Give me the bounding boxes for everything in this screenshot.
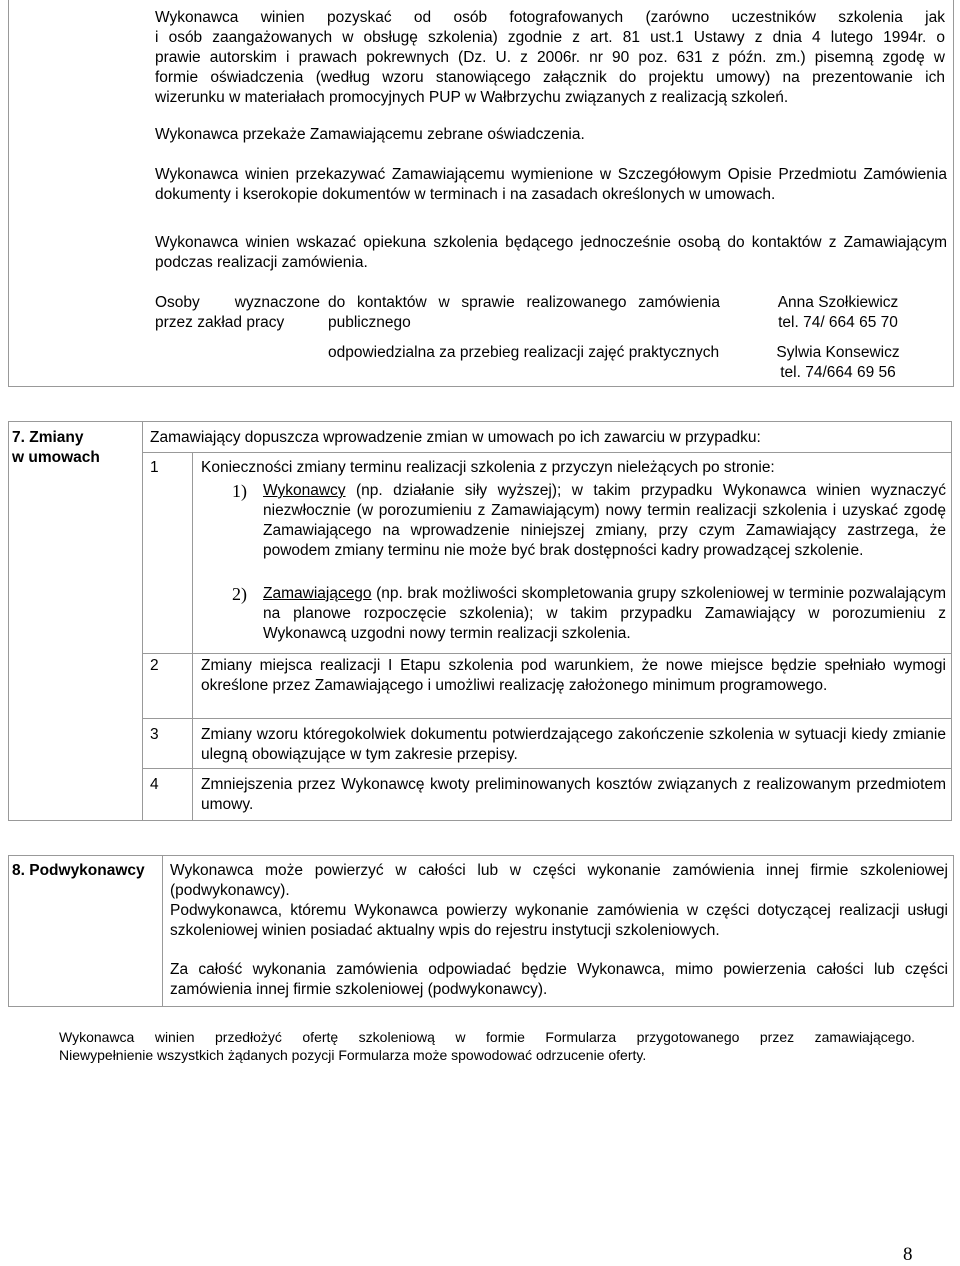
section-7-heading-word1: Zmiany	[29, 429, 84, 446]
item-1-number: 1	[150, 459, 159, 476]
section-7-rule-1	[142, 653, 952, 654]
top-para-1-line-5: wizerunku w materiałach promocyjnych PUP w Wałbrzychu związanych z realizacją szkoleń.	[155, 89, 789, 106]
footer-note	[59, 1028, 915, 1064]
contact-name-1: Anna Szołkiewicz	[777, 294, 899, 311]
item-3-number: 3	[150, 726, 159, 743]
section-7-heading-word2: w umowach	[12, 449, 100, 466]
footer-line-1: Wykonawca winien przedłożyć ofertę szkoleniową w formie Formularza przygotowanego przez zamawiającego.	[59, 1029, 915, 1045]
section-8-para-2: Podwykonawca, któremu Wykonawca powierzy wykonanie zamówienia w części dotyczącej realizacji usługi szkoleniowej winien posiadać aktualny wpis do rejestru instytucji szkoleniowych.	[170, 902, 948, 939]
item-1-text: Konieczności zmiany terminu realizacji szkolenia z przyczyn nieleżących po stronie:	[201, 459, 775, 476]
sub-item-1-body: (np. działanie siły wyższej); w takim przypadku Wykonawca winien wyznaczyć niezwłocznie (w porozumieniu z Zamawiającym) nowy termin realizacji szkolenia i uzyskać zgodę Zamawiającego na wprowadzenie niniejszej zmiany, przy czym Zamawiający zastrzega, że powodem zmiany terminu nie może być brak dostępności kadry prowadzącej szkolenie.	[263, 482, 946, 559]
sub-item-2-party: Zamawiającego	[263, 585, 372, 602]
contact-phone-2: tel. 74/664 69 56	[780, 364, 896, 381]
top-para-1-line-4: formie oświadczenia (według wzoru stanowiącego załącznik do projektu umowy) na prezentowanie ich	[155, 69, 945, 86]
item-4-text: Zmniejszenia przez Wykonawcę kwoty preliminowanych kosztów związanych z realizowanym przedmiotem umowy.	[201, 776, 946, 813]
contact-name-2: Sylwia Konsewicz	[776, 344, 900, 361]
section-8-divider	[162, 855, 163, 1007]
top-para-1-line-2: i osób zaangażowanych w obsługę szkolenia) zgodnie z art. 81 ust.1 Ustawy z dnia 4 lutego 1994r. o	[155, 29, 945, 46]
contact-phone-1: tel. 74/ 664 65 70	[778, 314, 898, 331]
contact-person-1	[738, 293, 938, 333]
contacts-label: Osoby wyznaczone przez zakład pracy	[155, 294, 320, 331]
sub-item-1-party: Wykonawcy	[263, 482, 346, 499]
top-para-1-line-3: prawie autorskim i prawach pokrewnych (Dz. U. z 2006r. nr 90 poz. 631 z późn. zm.) pisemną zgodę w	[155, 49, 945, 66]
sub-item-1-text	[263, 481, 946, 561]
top-para-4: Wykonawca winien wskazać opiekuna szkolenia będącego jednocześnie osobą do kontaktów z Zamawiającym podczas realizacji zamówienia.	[155, 234, 947, 271]
contact-role-1: do kontaktów w sprawie realizowanego zamówienia publicznego	[328, 294, 720, 331]
contact-person-2	[738, 343, 938, 383]
item-2-text: Zmiany miejsca realizacji I Etapu szkolenia pod warunkiem, że nowe miejsce będzie spełniało wymogi określone przez Zamawiającego i umożliwi realizację założonego minimum programowego.	[201, 657, 946, 694]
footer-line-2: Niewypełnienie wszystkich żądanych pozycji Formularza może spowodować odrzucenie oferty.	[59, 1047, 647, 1063]
top-para-3: Wykonawca winien przekazywać Zamawiającemu wymienione w Szczegółowym Opisie Przedmiotu Zamówienia dokumenty i kserokopie dokumentów w terminach i na zasadach określonych w umowach.	[155, 166, 947, 203]
top-para-2: Wykonawca przekaże Zamawiającemu zebrane oświadczenia.	[155, 126, 585, 143]
contact-role-2: odpowiedzialna za przebieg realizacji zajęć praktycznych	[328, 344, 720, 361]
section-7-intro: Zamawiający dopuszcza wprowadzenie zmian w umowach po ich zawarciu w przypadku:	[150, 429, 761, 446]
sub-item-2-number: 2)	[232, 584, 247, 604]
section-7-heading	[12, 428, 137, 468]
section-7-number: 7.	[12, 429, 25, 446]
top-para-1-line-1: Wykonawca winien pozyskać od osób fotografowanych (zarówno uczestników szkolenia jak	[155, 9, 945, 26]
item-3-text: Zmiany wzoru któregokolwiek dokumentu potwierdzającego zakończenie szkolenia w sytuacji kiedy zmianie ulegną obowiązujące w tym zakresie przepisy.	[201, 726, 946, 763]
section-7-num-divider	[192, 452, 193, 821]
section-7-rule-3	[142, 768, 952, 769]
section-8-para-1: Wykonawca może powierzyć w całości lub w części wykonanie zamówienia innej firmie szkoleniowej (podwykonawcy).	[170, 862, 948, 899]
section-7-divider	[142, 421, 143, 821]
page-number: 8	[903, 1244, 913, 1265]
item-4-number: 4	[150, 776, 159, 793]
sub-item-1-number: 1)	[232, 481, 247, 501]
item-2-number: 2	[150, 657, 159, 674]
section-7-rule-2	[142, 718, 952, 719]
top-para-1	[155, 8, 945, 108]
sub-item-2-text	[263, 584, 946, 644]
sub-item-2-body: (np. brak możliwości skompletowania grupy szkoleniowej w terminie pozwalającym na planowe rozpoczęcie szkolenia); w takim przypadku Zamawiający w porozumieniu z Wykonawcą uzgodni nowy termin realizacji szkolenia.	[263, 585, 946, 642]
section-7-header-rule	[142, 452, 952, 453]
section-8-para-3: Za całość wykonania zamówienia odpowiadać będzie Wykonawca, mimo powierzenia całości lub części zamówienia innej firmie szkoleniowej (podwykonawcy).	[170, 961, 948, 998]
section-8-heading: 8. Podwykonawcy	[12, 862, 145, 879]
